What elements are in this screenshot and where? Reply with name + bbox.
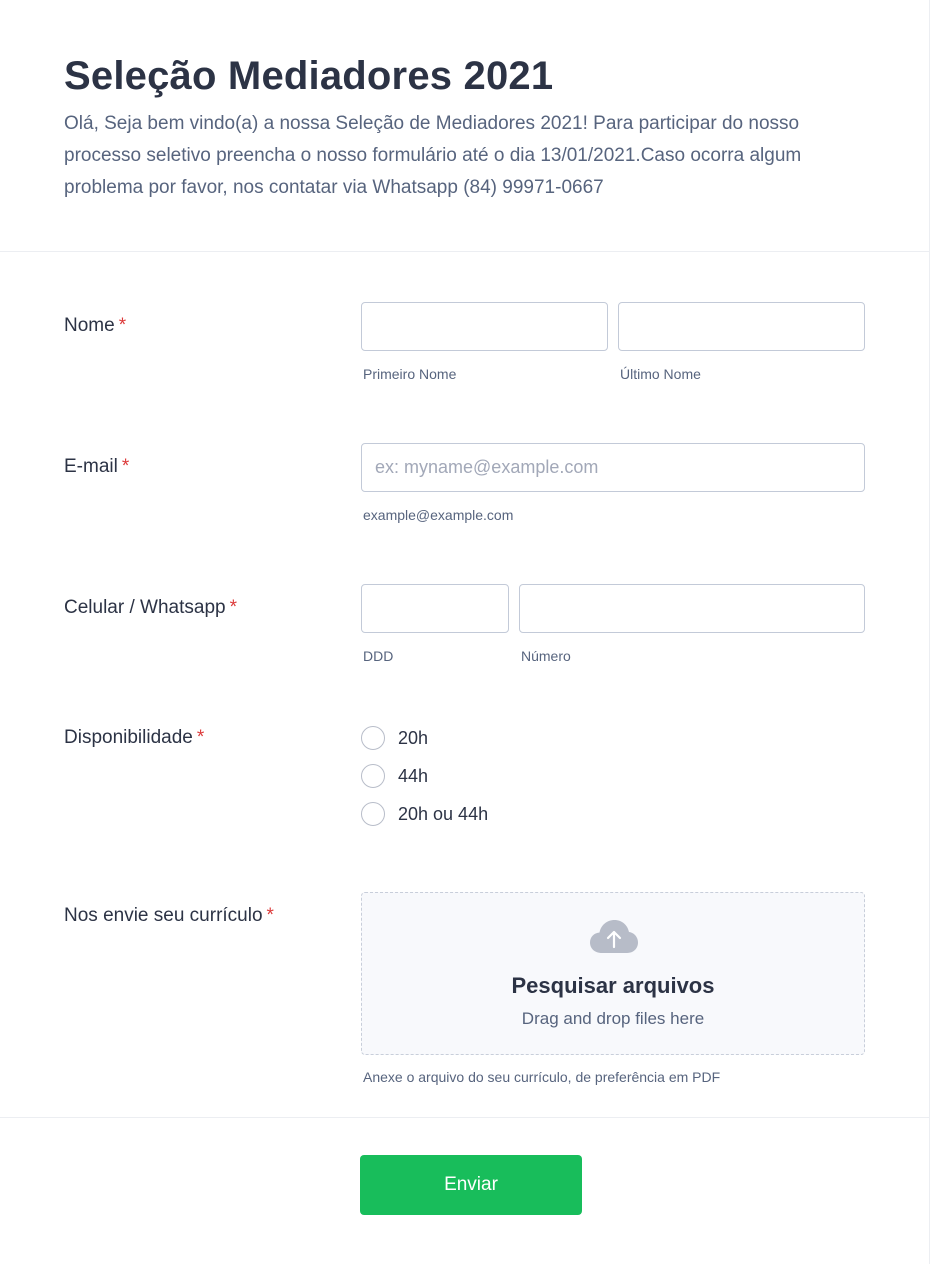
email-sublabel: example@example.com xyxy=(363,507,514,523)
nome-label-text: Nome xyxy=(64,315,115,336)
required-asterisk: * xyxy=(266,905,274,926)
first-name-input[interactable] xyxy=(361,302,608,351)
email-input[interactable] xyxy=(361,443,865,492)
required-asterisk: * xyxy=(121,456,130,477)
required-asterisk: * xyxy=(229,597,237,618)
radio-button[interactable] xyxy=(361,764,385,788)
ddd-sublabel: DDD xyxy=(363,648,394,664)
availability-label-text: Disponibilidade xyxy=(64,727,193,748)
radio-option-label: 20h ou 44h xyxy=(398,803,489,824)
form-title: Seleção Mediadores 2021 xyxy=(64,54,554,98)
form-description: Olá, Seja bem vindo(a) a nossa Seleção de Mediadores 2021! Para participar do nosso processo seletivo preencha o nosso formulário até o dia 13/01/2021.Caso ocorra algum problema por favor, nos contatar via Whatsapp (84) 99971-0667 xyxy=(64,113,802,198)
email-label-text: E-mail xyxy=(64,456,118,477)
ddd-input[interactable] xyxy=(361,584,509,633)
radio-button[interactable] xyxy=(361,726,385,750)
last-name-sublabel: Último Nome xyxy=(620,366,701,382)
resume-label-text: Nos envie seu currículo xyxy=(64,905,263,926)
required-asterisk: * xyxy=(196,727,205,748)
availability-field-label xyxy=(64,727,204,749)
last-name-input[interactable] xyxy=(618,302,865,351)
radio-option-label: 20h xyxy=(398,727,429,748)
first-name-sublabel: Primeiro Nome xyxy=(363,366,457,382)
radio-button[interactable] xyxy=(361,802,385,826)
resume-sublabel: Anexe o arquivo do seu currículo, de preferência em PDF xyxy=(363,1069,721,1085)
radio-option-label: 44h xyxy=(398,765,429,786)
cloud-upload-icon xyxy=(590,919,638,955)
resume-field-label xyxy=(64,905,274,927)
drop-hint: Drag and drop files here xyxy=(521,1009,705,1028)
availability-option-20h-ou-44h[interactable] xyxy=(361,801,488,827)
phone-number-input[interactable] xyxy=(519,584,865,633)
file-upload-dropzone[interactable] xyxy=(361,892,865,1055)
form-header xyxy=(0,0,930,252)
phone-field-label xyxy=(64,597,237,619)
phone-number-sublabel: Número xyxy=(521,648,571,664)
availability-option-20h[interactable] xyxy=(361,725,428,751)
submit-button[interactable]: Enviar xyxy=(360,1155,582,1215)
required-asterisk: * xyxy=(118,315,127,336)
footer-divider xyxy=(0,1117,930,1118)
browse-files-button[interactable]: Pesquisar arquivos xyxy=(511,973,715,998)
phone-label-text: Celular / Whatsapp xyxy=(64,597,226,618)
nome-field-label xyxy=(64,315,126,337)
email-field-label xyxy=(64,456,129,478)
availability-option-44h[interactable] xyxy=(361,763,428,789)
